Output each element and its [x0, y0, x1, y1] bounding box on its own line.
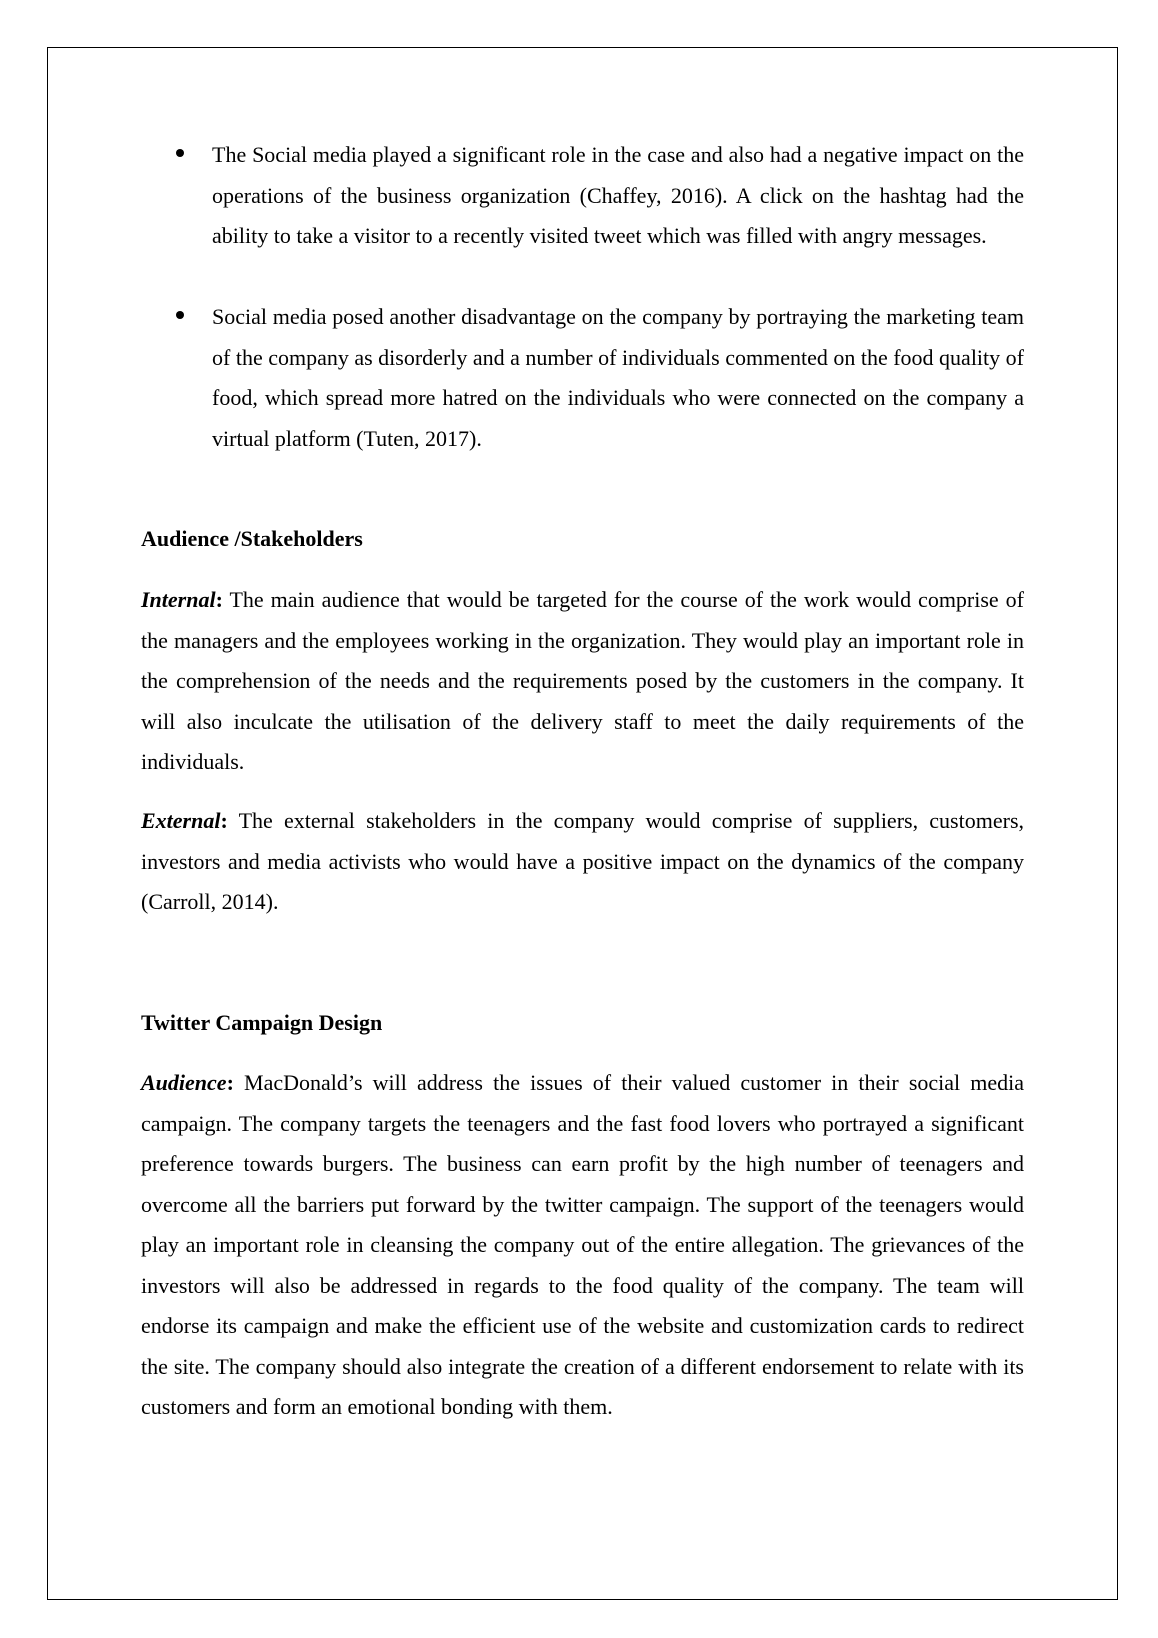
audience-text: MacDonald’s will address the issues of their valued customer in their social media campaign. The company targets the teenagers and the fast food lovers who portrayed a significant preference towards burgers. The business can earn profit by the high number of teenagers and overcome all the barriers put forward by the twitter campaign. The support of the teenagers would play an important role in cleansing the company out of the entire allegation. The grievances of the investors will also be addressed in regards to the food quality of the company. The team will endorse its campaign and make the efficient use of the website and customization cards to redirect the site. The company should also integrate the creation of a different endorsement to relate with its customers and form an emotional bonding with them. [141, 1070, 1024, 1419]
audience-label: Audience [141, 1070, 227, 1095]
external-label: External [141, 808, 221, 833]
audience-paragraph [141, 1063, 1024, 1428]
external-text: The external stakeholders in the company would comprise of suppliers, customers, investors and media activists who would have a positive impact on the dynamics of the company (Carroll, 2014). [141, 808, 1024, 914]
bullet-item: The Social media played a significant role in the case and also had a negative impact on the operations of the business organization (Chaffey, 2016). A click on the hashtag had the ability to take a visitor to a recently visited tweet which was filled with angry messages. [212, 142, 1024, 248]
internal-label: Internal [141, 587, 216, 612]
bullet-item: Social media posed another disadvantage on the company by portraying the marketing team of the company as disorderly and a number of individuals commented on the food quality of food, which spread more hatred on the individuals who were connected on the company a virtual platform (Tuten, 2017). [212, 304, 1024, 451]
section-heading-audience-stakeholders: Audience /Stakeholders [141, 526, 363, 551]
bullet-icon [176, 149, 184, 157]
colon: : [215, 587, 223, 612]
external-paragraph [141, 801, 1024, 923]
colon: : [226, 1070, 234, 1095]
bullet-icon [176, 311, 184, 319]
internal-text: The main audience that would be targeted for the course of the work would comprise of the managers and the employees working in the organization. They would play an important role in the comprehension of the needs and the requirements posed by the customers in the company. It will also inculcate the utilisation of the delivery staff to meet the daily requirements of the individuals. [141, 587, 1024, 774]
internal-paragraph [141, 580, 1024, 783]
section-heading-twitter-campaign: Twitter Campaign Design [141, 1010, 383, 1035]
colon: : [220, 808, 228, 833]
